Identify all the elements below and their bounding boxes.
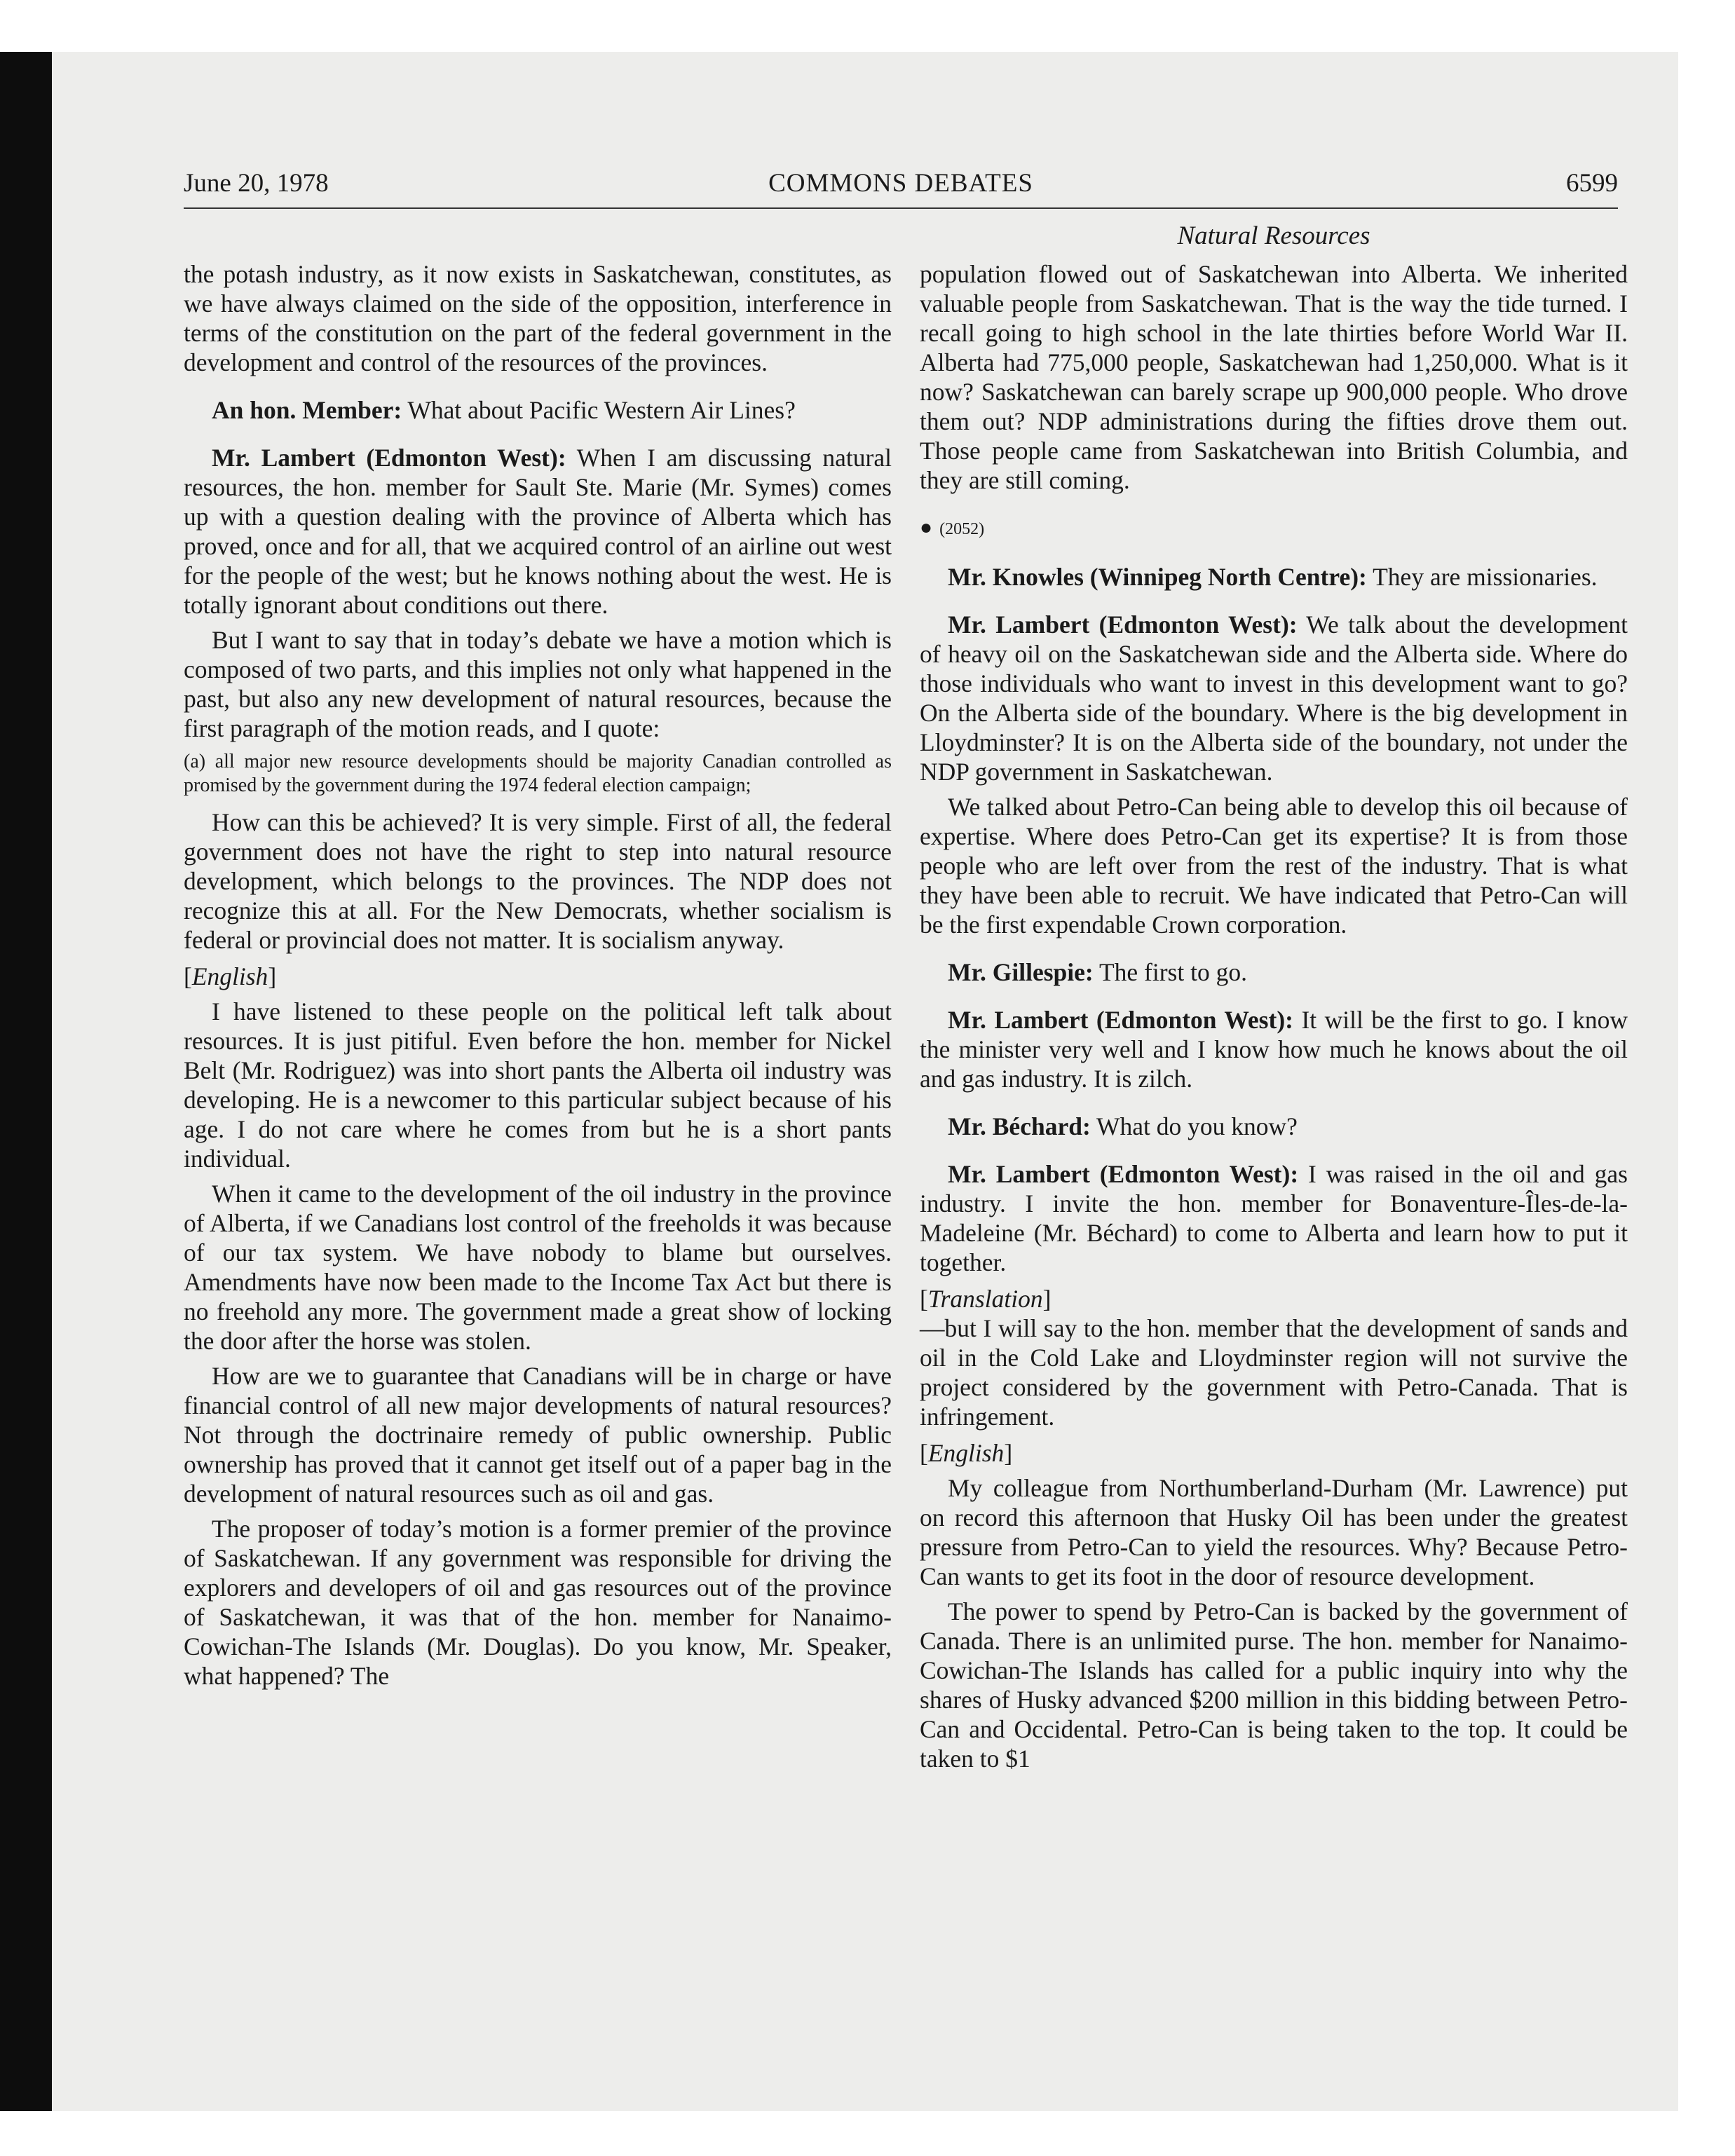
speaker-name: Mr. Lambert (Edmonton West):: [948, 610, 1298, 639]
page-number: 6599: [1566, 169, 1618, 198]
left-column: [184, 259, 892, 1691]
speech: [920, 562, 1628, 592]
language-marker: [English]: [920, 1439, 1013, 1467]
speech-text: They are missionaries.: [1366, 563, 1598, 591]
speaker-name: Mr. Gillespie:: [948, 958, 1094, 986]
paragraph: the potash industry, as it now exists in Saskatchewan, constitutes, as we have always claimed on the side of the opposition, interference in terms of the constitution on the part of the federal government in the development and control of the resources of the provinces.: [184, 260, 892, 376]
language-marker: [English]: [184, 962, 277, 990]
speech-text: The first to go.: [1093, 958, 1247, 986]
scan-edge: [0, 0, 52, 2156]
speech: [184, 395, 892, 425]
paragraph: But I want to say that in today’s debate we have a motion which is composed of two parts, and this implies not only what happened in the past, but also any new development of natural resources, because the first paragraph of the motion reads, and I quote:: [184, 626, 892, 742]
speech: [184, 443, 892, 620]
running-head: Natural Resources: [1177, 221, 1370, 250]
header-title: COMMONS DEBATES: [768, 169, 1033, 198]
speech-text: We talk about the development of heavy oil on the Saskatchewan side and the Alberta side. Where do those individuals who want to invest in this development want to go? On the Alberta side of the boundary. Where is the big development in Lloydminster? It is on the Alberta side of the boundary, not under the NDP government in Saskatchewan.: [920, 610, 1628, 786]
block-quote: (a) all major new resource developments should be majority Canadian controlled as promised by the government during the 1974 federal election campaign;: [184, 751, 892, 796]
language-marker: [Translation]: [920, 1285, 1052, 1313]
speech: [920, 957, 1628, 987]
time-label: (2052): [939, 520, 985, 538]
speech-text: I was raised in the oil and gas industry. I invite the hon. member for Bonaventure-Îles-de-la-Madeleine (Mr. Béchard) to come to Alberta and learn how to put it together.: [920, 1160, 1628, 1276]
speech: [920, 610, 1628, 786]
paragraph: We talked about Petro-Can being able to develop this oil because of expertise. Where does Petro-Can get its expertise? It is from those people who are left over from the rest of the industry. That is what they have been able to recruit. We have indicated that Petro-Can will be the first expendable Crown corporation.: [920, 793, 1628, 939]
bullet-icon: ●: [920, 516, 933, 539]
speech: [920, 1112, 1628, 1141]
paragraph: The proposer of today’s motion is a former premier of the province of Saskatchewan. If any government was responsible for driving the explorers and developers of oil and gas resources out of the province of Saskatchewan, it was that of the hon. member for Nanaimo-Cowichan-The Islands (Mr. Douglas). Do you know, Mr. Speaker, what happened? The: [184, 1515, 892, 1690]
speech: [920, 1159, 1628, 1277]
right-column: [920, 259, 1628, 1773]
header-date: June 20, 1978: [184, 169, 329, 198]
speech: [920, 1005, 1628, 1093]
paragraph: The power to spend by Petro-Can is backed by the government of Canada. There is an unlimited purse. The hon. member for Nanaimo-Cowichan-The Islands has called for a public inquiry into why the shares of Husky advanced $200 million in this bidding between Petro-Can and Occidental. Petro-Can is being taken to the top. It could be taken to $1: [920, 1597, 1628, 1773]
speech-text: It will be the first to go. I know the minister very well and I know how much he knows about the oil and gas industry. It is zilch.: [920, 1006, 1628, 1093]
speaker-name: An hon. Member:: [212, 396, 402, 424]
speech-text: What about Pacific Western Air Lines?: [402, 396, 796, 424]
speaker-name: Mr. Lambert (Edmonton West):: [948, 1160, 1299, 1188]
speaker-name: Mr. Knowles (Winnipeg North Centre):: [948, 563, 1367, 591]
page-header: [184, 168, 1618, 209]
language-label: English: [927, 1439, 1005, 1467]
paragraph: When it came to the development of the oil industry in the province of Alberta, if we Canadians lost control of the freeholds it was because of our tax system. We have nobody to blame but ourselves. Amendments have now been made to the Income Tax Act but there is no freehold any more. The government made a great show of locking the door after the horse was stolen.: [184, 1180, 892, 1355]
speaker-name: Mr. Béchard:: [948, 1112, 1091, 1140]
speech-text: What do you know?: [1090, 1112, 1298, 1140]
paragraph: My colleague from Northumberland-Durham (Mr. Lawrence) put on record this afternoon that Husky Oil has been under the greatest pressure from Petro-Can to yield the resources. Why? Because Petro-Can wants to get its foot in the door of resource development.: [920, 1474, 1628, 1590]
paragraph: —but I will say to the hon. member that the development of sands and oil in the Cold Lake and Lloydminster region will not survive the project considered by the government with Petro-Canada. That is infringement.: [920, 1314, 1628, 1431]
speaker-name: Mr. Lambert (Edmonton West):: [212, 444, 566, 472]
paragraph: I have listened to these people on the political left talk about resources. It is just pitiful. Even before the hon. member for Nickel Belt (Mr. Rodriguez) was into short pants the Alberta oil industry was developing. He is a newcomer to this particular subject because of his age. I do not care where he comes from but he is a short pants individual.: [184, 997, 892, 1173]
paragraph: How are we to guarantee that Canadians will be in charge or have financial control of all new major developments of natural resources? Not through the doctrinaire remedy of public ownership. Public ownership has proved that it cannot get itself out of a paper bag in the development of natural resources such as oil and gas.: [184, 1362, 892, 1508]
speech-text: When I am discussing natural resources, the hon. member for Sault Ste. Marie (Mr. Symes) comes up with a question dealing with the province of Alberta which has proved, once and for all, that we acquired control of an airline out west for the people of the west; but he knows nothing about the west. He is totally ignorant about conditions out there.: [184, 444, 892, 619]
speaker-name: Mr. Lambert (Edmonton West):: [948, 1006, 1293, 1034]
paragraph: population flowed out of Saskatchewan into Alberta. We inherited valuable people from Saskatchewan. That is the way the tide turned. I recall going to high school in the late thirties before World War II. Alberta had 775,000 people, Saskatchewan had 1,250,000. What is it now? Saskatchewan can barely scrape up 900,000 people. Who drove them out? NDP administrations during the fifties drove them out. Those people came from Saskatchewan into British Columbia, and they are still coming.: [920, 260, 1628, 494]
paragraph: How can this be achieved? It is very simple. First of all, the federal government does not have the right to step into natural resource development, which belongs to the provinces. The NDP does not recognize this at all. For the New Democrats, whether socialism is federal or provincial does not matter. It is socialism anyway.: [184, 808, 892, 954]
time-stamp: [920, 513, 1628, 544]
language-label: English: [191, 962, 268, 990]
language-label: Translation: [927, 1285, 1043, 1313]
